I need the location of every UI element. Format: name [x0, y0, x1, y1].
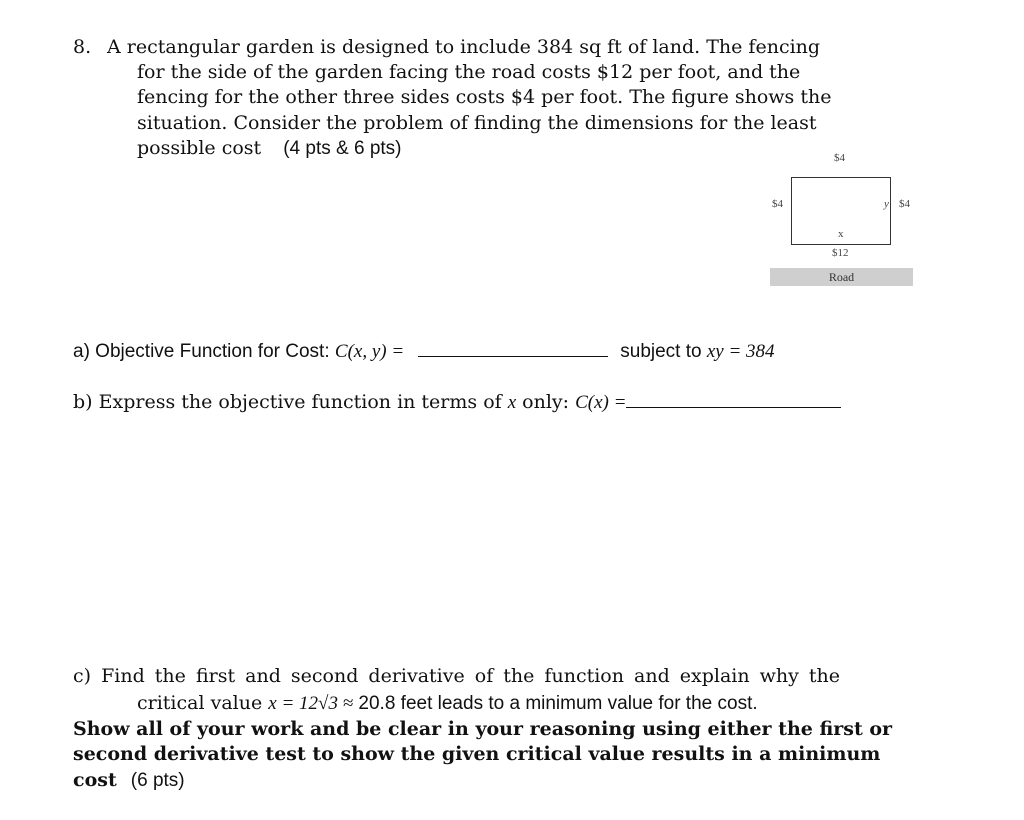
part-b-function: C(x) =	[575, 392, 627, 413]
question-text-line-2: for the side of the garden facing the road costs $12 per foot, and the	[137, 61, 801, 83]
part-b-answer-blank[interactable]	[626, 389, 841, 408]
left-cost-label: $4	[772, 198, 783, 210]
part-b-label: b) Express the objective function in terms of	[73, 391, 508, 413]
part-a-answer-blank[interactable]	[418, 338, 608, 357]
question-points: (4 pts & 6 pts)	[283, 138, 402, 159]
part-c-bold-line-2: second derivative test to show the given critical value results in a minimum	[73, 743, 881, 765]
question-text-line-4: situation. Consider the problem of finding the dimensions for the least	[137, 112, 817, 134]
right-var-label: y	[884, 198, 889, 210]
part-c-critical-value: x = 12√3 ≈	[268, 693, 354, 714]
garden-figure	[760, 150, 920, 290]
part-c-critical-tail: 20.8 feet leads to a minimum value for the cost.	[353, 693, 758, 714]
top-cost-label: $4	[834, 152, 845, 164]
part-a-function: C(x, y) =	[334, 341, 405, 362]
question-text-line-1: A rectangular garden is designed to include 384 sq ft of land. The fencing	[107, 36, 821, 58]
part-a-constraint: xy = 384	[706, 341, 775, 362]
part-b	[73, 389, 841, 414]
road-bar: Road	[770, 268, 913, 286]
part-c-line-1: c) Find the first and second derivative of the function and explain why the	[73, 665, 841, 687]
part-c-bold-line-1: Show all of your work and be clear in your reasoning using either the first or	[73, 718, 893, 740]
part-c-bold-last: cost	[73, 769, 117, 791]
part-b-label-2: only:	[516, 391, 576, 413]
question-number: 8.	[73, 36, 92, 58]
bottom-cost-label: $12	[832, 247, 849, 259]
question-text-last: possible cost	[137, 137, 262, 159]
part-c-bold-line-3	[73, 769, 185, 792]
part-a-constraint-text: subject to	[620, 341, 707, 362]
bottom-var-label: x	[838, 228, 844, 240]
part-b-var: x	[507, 392, 517, 413]
part-a-label: a) Objective Function for Cost:	[73, 341, 335, 362]
part-c-line-2	[137, 692, 758, 715]
question-text-line-5	[137, 136, 402, 161]
question-text-line-3: fencing for the other three sides costs $4 per foot. The figure shows the	[137, 86, 832, 108]
part-c-points: (6 pts)	[130, 770, 185, 791]
right-cost-label: $4	[899, 198, 910, 210]
part-c-critical-text: critical value	[137, 692, 269, 714]
part-a	[73, 338, 775, 363]
